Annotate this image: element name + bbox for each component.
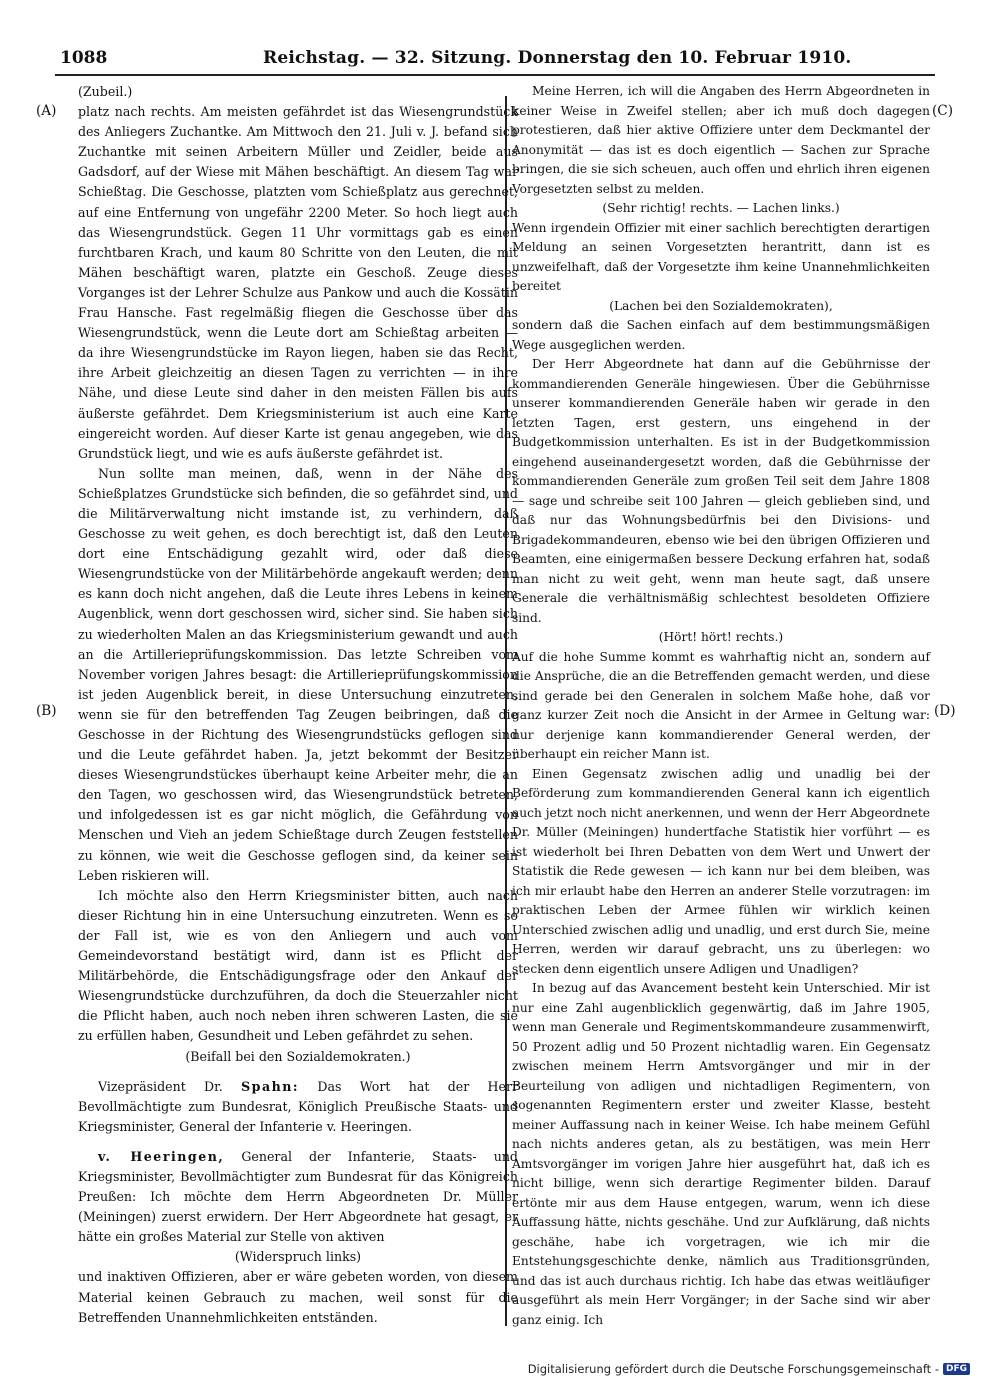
text-run: Das Wort hat der Herr Bevollmächtigte zum Bundesrat, Königlich Preußische Staats- und Kriegsminister, General der Infanterie v. Heeringen.: [78, 1078, 519, 1134]
left-column: [78, 82, 518, 1328]
interjection: (Hört! hört! rechts.): [658, 630, 784, 644]
paragraph: Meine Herren, ich will die Angaben des Herrn Abgeordneten in keiner Weise in Zweifel stellen; aber ich muß doch dagegen protestieren, daß hier aktive Offiziere unter dem Deckmantel der Anonymität — das ist es doch eigentlich — Sachen zur Sprache bringen, die sie sich scheuen, auch offen und ehrlich ihren eigenen Vorgesetzten selbst zu melden.: [512, 84, 930, 196]
speaker-name: v. Heeringen,: [98, 1148, 225, 1164]
paragraph: Einen Gegensatz zwischen adlig und unadlig bei der Beförderung zum kommandierenden General kann ich eigentlich auch jetzt noch nicht anerkennen, und wenn der Herr Abgeordnete Dr. Müller (Meiningen) hundertfache Statistik hier vorführt — es ist wiederholt bei Ihren Debatten von dem Wert und Unwert der Statistik die Rede gewesen — ich kann nur bei dem bleiben, was ich mir erlaubt habe den Herren an anderer Stelle vorzutragen: im praktischen Leben der Armee fühlen wir wirklich keinen Unterschied zwischen adlig und unadlig, und erst durch Sie, meine Herren, werden wir darauf gebracht, uns zu überlegen: wo stecken denn eigentlich unsere Adligen und Unadligen?: [512, 766, 930, 976]
text-run: Vizepräsident Dr.: [98, 1078, 242, 1094]
paragraph: Nun sollte man meinen, daß, wenn in der Nähe des Schießplatzes Grundstücke sich befinden, die so gefährdet sind, und die Militärverwaltung nicht imstande ist, zu verhindern, daß Geschosse zu weit gehen, es doch berechtigt ist, daß den Leuten dort eine Entschädigung gezahlt wird, oder daß diese Wiesengrundstücke von der Militärbehörde angekauft werden; denn es kann doch nicht angehen, daß die Leute ihres Lebens in keinem Augenblick, wenn dort geschossen wird, sicher sind. Sie haben sich zu wiederholten Malen an das Kriegsministerium gewandt und auch an die Artillerieprüfungskommission. Das letzte Schreiben vom November vorigen Jahres besagt: die Artillerieprüfungskommission ist jeden Augenblick bereit, in diese Untersuchung einzutreten, wenn sie für den betreffenden Tag Zeugen beibringen, daß die Geschosse in der Richtung des Wiesengrundstücks geflogen sind und die Leute gefährdet haben. Ja, jetzt bekommt der Besitzer dieses Wiesengrundstückes überhaupt keine Arbeiter mehr, die an den Tagen, wo geschossen wird, das Wiesengrundstück betreten, und infolgedessen ist es gar nicht möglich, die Gefährdung von Menschen und Vieh an jedem Schießtage durch Zeugen feststellen zu können, wie weit die Geschosse geflogen sind, da keiner sein Leben riskieren will.: [78, 465, 518, 883]
paragraph: Auf die hohe Summe kommt es wahrhaftig nicht an, sondern auf die Ansprüche, die an die Betreffenden gemacht werden, und diese sind gerade bei den Generalen in solchem Maße hohe, daß vor ganz kurzer Zeit noch die Ansicht in der Armee in Geltung war: nur derjenige kann kommandierender General werden, der überhaupt ein reicher Mann ist.: [512, 649, 930, 761]
paragraph: platz nach rechts. Am meisten gefährdet ist das Wiesengrundstück des Anliegers Zuchantke. Am Mittwoch den 21. Juli v. J. befand sich Zuchantke mit seinen Arbeitern Müller und Zeidler, beide aus Gadsdorf, auf der Wiese mit Mähen beschäftigt. An diesem Tag war Schießtag. Die Geschosse, platzten vom Schießplatz aus gerechnet, auf eine Entfernung von ungefähr 2200 Meter. So hoch liegt auch das Wiesengrundstück. Gegen 11 Uhr vormittags gab es einen furchtbaren Krach, und kaum 80 Schritte von den Leuten, die mit Mähen beschäftigt waren, platzte ein Geschoß. Zeuge dieses Vorganges ist der Lehrer Schulze aus Pankow und auch die Kossätin Frau Hansche. Fast regelmäßig fliegen die Geschosse über das Wiesengrundstück, wenn die Leute dort am Schießtag arbeiten — da ihre Wiesengrundstücke im Rayon liegen, haben sie das Recht, ihre Arbeit gleichzeitig an diesen Tagen zu verrichten — in ihre Nähe, und diese Leute sind daher in den meisten Fällen bis aufs äußerste gefährdet. Dem Kriegsministerium ist auch eine Karte eingereicht worden. Auf dieser Karte ist genau angegeben, wie das Grundstück liegt, und wie es aufs äußerste gefährdet ist.: [78, 104, 518, 461]
footer-credit: [528, 1362, 970, 1376]
margin-marker-c: (C): [932, 103, 954, 119]
interjection: (Widerspruch links): [234, 1249, 362, 1265]
speaker-name: Spahn:: [241, 1078, 300, 1094]
dfg-logo-icon: DFG: [943, 1363, 970, 1375]
paragraph: Der Herr Abgeordnete hat dann auf die Gebührnisse der kommandierenden Generäle hingewiesen. Über die Gebührnisse unserer kommandierenden Generäle haben wir gerade in den letzten Tagen, erst gestern, uns eingehend in der Budgetkommission unterhalten. Es ist in der Budgetkommission eingehend auseinandergesetzt worden, daß die Gebührnisse der kommandierenden Generäle zum großen Teil seit dem Jahre 1808 — sage und schreibe seit 100 Jahren — gleich geblieben sind, und daß nur das Wohnungsbedürfnis bei den Divisions- und Brigadekommandeuren, ebenso wie bei den übrigen Offizieren und Beamten, eine einigermaßen bessere Deckung erfahren hat, sodaß man nicht zu weit geht, wenn man heute sagt, daß unsere Generale die verhältnismäßig schlechtest besoldeten Offiziere sind.: [512, 357, 930, 625]
right-column: [512, 82, 930, 1330]
paragraph: sondern daß die Sachen einfach auf dem bestimmungsmäßigen Wege ausgeglichen werden.: [512, 318, 930, 352]
text-run: General der Infanterie, Staats- und Kriegsminister, Bevollmächtigter zum Bundesrat für das Königreich Preußen: Ich möchte dem Herrn Abgeordneten Dr. Müller (Meiningen) zuerst erwidern. Der Herr Abgeordnete hat gesagt, er hätte ein großes Material zur Stelle von aktiven: [78, 1148, 518, 1245]
page-header: [55, 48, 935, 76]
paragraph: In bezug auf das Avancement besteht kein Unterschied. Mir ist nur eine Zahl augenblicklich gegenwärtig, daß im Jahre 1905, wenn man Generale und Regimentskommandeure zusammenwirft, 50 Prozent adlig und 50 Prozent nichtadlig waren. Ein Gegensatz zwischen meinem Herrn Amtsvorgänger und mir in der Beurteilung von adligen und nichtadligen Regimentern, von sogenannten Regimentern erster und zweiter Klasse, besteht meiner Auffassung nach in keiner Weise. Ich habe meinem Gefühl nach nichts anderes getan, als zu bestätigen, was mein Herr Amtsvorgänger im vorigen Jahre hier ausgeführt hat, daß ich es nicht billige, wenn sich derartige Regimenter bilden. Darauf ertönte mir aus dem Hause entgegen, warum, wenn ich diese Auffassung hätte, nichts geschähe. Und zur Aufklärung, daß nichts geschähe, habe ich vorgetragen, wie ich mir die Entstehungsgeschichte denke, nämlich aus Traditionsgründen, und das ist auch durchaus richtig. Ich habe das etwas weitläufiger ausgeführt als mein Herr Vorgänger; in der Sache sind wir aber ganz einig. Ich: [512, 981, 930, 1327]
paragraph: [78, 1077, 518, 1137]
paragraph: Wenn irgendein Offizier mit einer sachlich berechtigten derartigen Meldung an seinen Vorgesetzten herantritt, dann ist es unzweifelhaft, daß der Vorgesetzte ihm keine Unannehmlichkeiten bereitet: [512, 220, 930, 293]
speaker-tag: (Zubeil.): [78, 84, 133, 99]
credit-text: Digitalisierung gefördert durch die Deutsche Forschungsgemeinschaft -: [527, 1362, 939, 1376]
paragraph: und inaktiven Offizieren, aber er wäre gebeten worden, von diesem Material keinen Gebrauch zu machen, weil sonst für die Betreffenden Unannehmlichkeiten entständen.: [78, 1269, 518, 1325]
interjection: (Lachen bei den Sozialdemokraten),: [609, 298, 833, 313]
running-head: Reichstag. — 32. Sitzung. Donnerstag den 10. Februar 1910.: [263, 48, 852, 68]
margin-marker-a: (A): [36, 103, 57, 119]
margin-marker-b: (B): [36, 703, 57, 719]
margin-marker-d: (D): [934, 703, 956, 719]
interjection: (Beifall bei den Sozialdemokraten.): [185, 1048, 411, 1064]
paragraph: [78, 1147, 518, 1247]
paragraph: Ich möchte also den Herrn Kriegsminister bitten, auch nach dieser Richtung hin in eine Untersuchung einzutreten. Wenn es so der Fall ist, wie es von den Anliegern und auch vom Gemeindevorstand bestätigt wird, dann ist es Pflicht der Militärbehörde, die Entschädigungsfrage oder den Ankauf der Wiesengrundstücke durchzuführen, da doch die Steuerzahler nicht die Pflicht haben, auch noch neben ihren schweren Lasten, die sie zu erfüllen haben, Gesundheit und Leben gefährdet zu sehen.: [78, 887, 518, 1044]
page-number: 1088: [60, 48, 108, 68]
interjection: (Sehr richtig! rechts. — Lachen links.): [602, 201, 840, 215]
